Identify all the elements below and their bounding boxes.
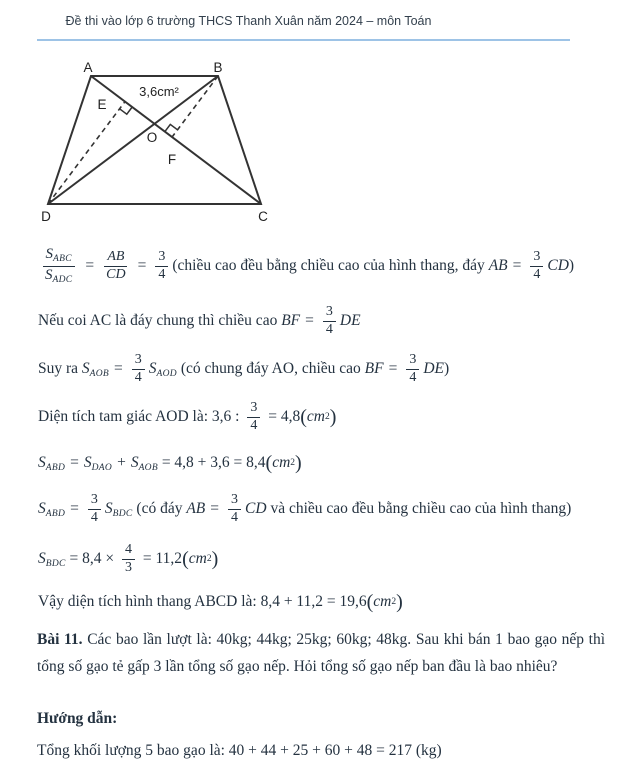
- solution-line-2: [38, 298, 361, 344]
- header-rule: [37, 39, 570, 41]
- fraction-3-4: [155, 249, 168, 283]
- fraction-denominator: 4: [134, 369, 142, 385]
- close-paren: ): [396, 590, 403, 613]
- s-symbol: [82, 360, 109, 379]
- s-symbol: [38, 550, 66, 569]
- math-var: BF: [281, 312, 301, 329]
- unit-body: cm: [373, 593, 392, 610]
- fraction-denominator: 4: [325, 321, 333, 337]
- fraction-numerator: 3: [155, 249, 168, 267]
- math-subscript: ABC: [53, 254, 72, 265]
- fraction-3-4: [247, 400, 260, 434]
- sentence-text: Nếu coi AC là đáy chung thì chiều cao: [38, 312, 282, 329]
- problem-11-label: Bài 11.: [37, 631, 83, 648]
- math-subscript: ABD: [45, 462, 66, 473]
- fraction-sabc-sadc: [42, 246, 75, 285]
- fraction-3-4: [530, 249, 543, 283]
- result-text: = 4,8 + 3,6 = 8,4: [157, 454, 266, 471]
- math-var: S: [38, 453, 46, 471]
- close-paren: ): [295, 451, 302, 474]
- open-paren: (: [366, 590, 374, 613]
- fraction-denominator: 4: [158, 266, 166, 282]
- problem-11-paragraph: [37, 626, 605, 680]
- area-label: 3,6cm²: [139, 84, 179, 99]
- fraction-3-4: [132, 352, 145, 386]
- s-symbol: [84, 454, 112, 473]
- math-var: S: [38, 499, 46, 517]
- open-paren: (: [300, 405, 307, 428]
- vertex-label-d: D: [41, 209, 51, 224]
- plus-sign: +: [117, 454, 126, 471]
- equals-sign: =: [210, 500, 220, 517]
- fraction-3-4: [323, 304, 336, 338]
- note-text: (có chung đáy AO, chiều cao: [176, 360, 365, 377]
- math-subscript: BDC: [112, 508, 133, 519]
- math-var: S: [45, 266, 53, 283]
- fraction-4-3: [122, 542, 135, 576]
- math-var: S: [45, 246, 54, 263]
- math-var: S: [38, 549, 46, 567]
- note-text: ): [568, 257, 575, 274]
- equals-sign: =: [85, 257, 95, 274]
- sentence-text: Diện tích tam giác AOD là: 3,6 :: [38, 408, 244, 425]
- fraction-numerator: 3: [88, 492, 101, 510]
- solution-line-3: [38, 346, 449, 392]
- solution-line-8: [38, 586, 403, 618]
- vertex-label-a: A: [83, 60, 93, 75]
- sentence-text: Suy ra: [38, 360, 82, 377]
- note-text: ): [444, 360, 450, 377]
- vertex-label-b: B: [213, 60, 223, 75]
- math-var: S: [81, 359, 90, 377]
- math-var: S: [104, 499, 113, 517]
- fraction-numerator: 3: [530, 249, 543, 267]
- math-subscript: AOB: [138, 462, 158, 473]
- vertex-label-c: C: [258, 209, 268, 224]
- fraction-3-4: [228, 492, 241, 526]
- right-angle-e: [120, 107, 133, 114]
- equals-sign: =: [388, 360, 398, 377]
- unit-body: cm: [272, 454, 291, 471]
- problem-11-text: Các bao lần lượt là: 40kg; 44kg; 25kg; 60kg; 48kg. Sau khi bán 1 bao gạo nếp thì tổng số gạo tẻ gấp 3 lần tổng số gạo nếp. Hỏi tổng số gạo nếp ban đầu là bao nhiêu?: [37, 631, 605, 675]
- expression-text: = 8,4 ×: [65, 550, 119, 567]
- note-text: (có đáy: [132, 500, 187, 517]
- s-symbol: [131, 454, 158, 473]
- fraction-numerator: 3: [323, 304, 336, 322]
- right-angle-f: [165, 124, 178, 131]
- equals-sign: =: [114, 360, 123, 377]
- close-paren: ): [211, 547, 219, 570]
- unit-exponent: 2: [324, 412, 330, 422]
- math-subscript: DAO: [91, 462, 113, 473]
- fraction-numerator: 4: [122, 542, 135, 560]
- fraction-numerator: 3: [406, 352, 419, 370]
- equals-sign: =: [512, 257, 522, 274]
- math-var: S: [130, 453, 139, 471]
- math-var: CD: [547, 257, 569, 274]
- fraction-denominator: 4: [533, 266, 541, 282]
- solution-line-4: [38, 394, 336, 440]
- math-subscript: ADC: [52, 274, 73, 285]
- equals-sign: =: [70, 454, 79, 471]
- solution-line-7: [38, 536, 218, 582]
- conclusion-text: Vậy diện tích hình thang ABCD là: 8,4 + 11,2 = 19,6: [38, 593, 367, 610]
- unit-cm2: [266, 452, 302, 475]
- point-label-o: O: [146, 130, 158, 145]
- fraction-denominator: [42, 267, 75, 286]
- fraction-denominator: CD: [106, 266, 126, 282]
- solution-line-1: [38, 240, 574, 292]
- fraction-denominator: 4: [409, 369, 417, 385]
- trapezoid-figure: [20, 58, 320, 230]
- unit-exponent: 2: [391, 597, 397, 607]
- fraction-numerator: 3: [247, 400, 260, 418]
- open-paren: (: [265, 451, 273, 474]
- math-var: DE: [423, 360, 445, 377]
- math-var: S: [83, 453, 92, 471]
- fraction-denominator: 4: [231, 509, 239, 525]
- s-symbol: [38, 454, 65, 473]
- solution-line-6: [38, 486, 571, 532]
- fraction-numerator: 3: [132, 352, 145, 370]
- math-subscript: BDC: [45, 558, 66, 569]
- close-paren: ): [329, 405, 337, 428]
- point-label-f: F: [167, 152, 177, 167]
- open-paren: (: [182, 547, 189, 570]
- result-text: = 11,2: [139, 550, 183, 567]
- unit-body: cm: [306, 408, 325, 425]
- math-var: AB: [186, 500, 206, 517]
- unit-body: cm: [188, 550, 207, 567]
- math-subscript: AOD: [156, 368, 177, 379]
- fraction-denominator: 4: [250, 417, 258, 433]
- math-var: AB: [488, 257, 508, 274]
- unit-exponent: 2: [206, 554, 212, 564]
- result-text: = 4,8: [264, 408, 301, 425]
- math-var: BF: [364, 360, 384, 377]
- fraction-3-4: [88, 492, 101, 526]
- note-text: và chiều cao đều bằng chiều cao của hình thang): [266, 500, 572, 517]
- math-subscript: AOB: [89, 368, 110, 379]
- math-var: S: [148, 359, 157, 377]
- fraction-3-4: [406, 352, 419, 386]
- fraction-numerator: 3: [228, 492, 241, 510]
- unit-cm2: [300, 406, 336, 429]
- math-var: DE: [339, 312, 361, 329]
- unit-exponent: 2: [290, 458, 296, 468]
- fraction-numerator: [43, 246, 75, 266]
- fraction-numerator: AB: [104, 249, 127, 267]
- unit-cm2: [367, 591, 403, 614]
- diagonal-bd: [48, 76, 218, 204]
- s-symbol: [38, 500, 65, 519]
- guide-heading: Hướng dẫn:: [37, 710, 118, 727]
- equals-sign: =: [305, 312, 314, 329]
- height-de-dashed: [48, 102, 125, 204]
- header-title: Đề thi vào lớp 6 trường THCS Thanh Xuân năm 2024 – môn Toán: [65, 14, 432, 28]
- fraction-ab-cd: [103, 249, 128, 283]
- equals-sign: =: [70, 500, 79, 517]
- fraction-denominator: 4: [90, 509, 98, 525]
- fraction-denominator: 3: [125, 559, 133, 575]
- s-symbol: [105, 500, 133, 519]
- s-symbol: [149, 360, 177, 379]
- point-label-e: E: [97, 97, 107, 112]
- math-var: CD: [245, 500, 267, 517]
- solution-line-5: [38, 446, 302, 480]
- note-text: (chiều cao đều bằng chiều cao của hình thang, đáy: [172, 257, 489, 274]
- math-subscript: ABD: [45, 508, 66, 519]
- unit-cm2: [182, 548, 218, 571]
- equals-sign: =: [137, 257, 147, 274]
- total-weight-line: Tổng khối lượng 5 bao gạo là: 40 + 44 + 25 + 60 + 48 = 217 (kg): [37, 742, 442, 759]
